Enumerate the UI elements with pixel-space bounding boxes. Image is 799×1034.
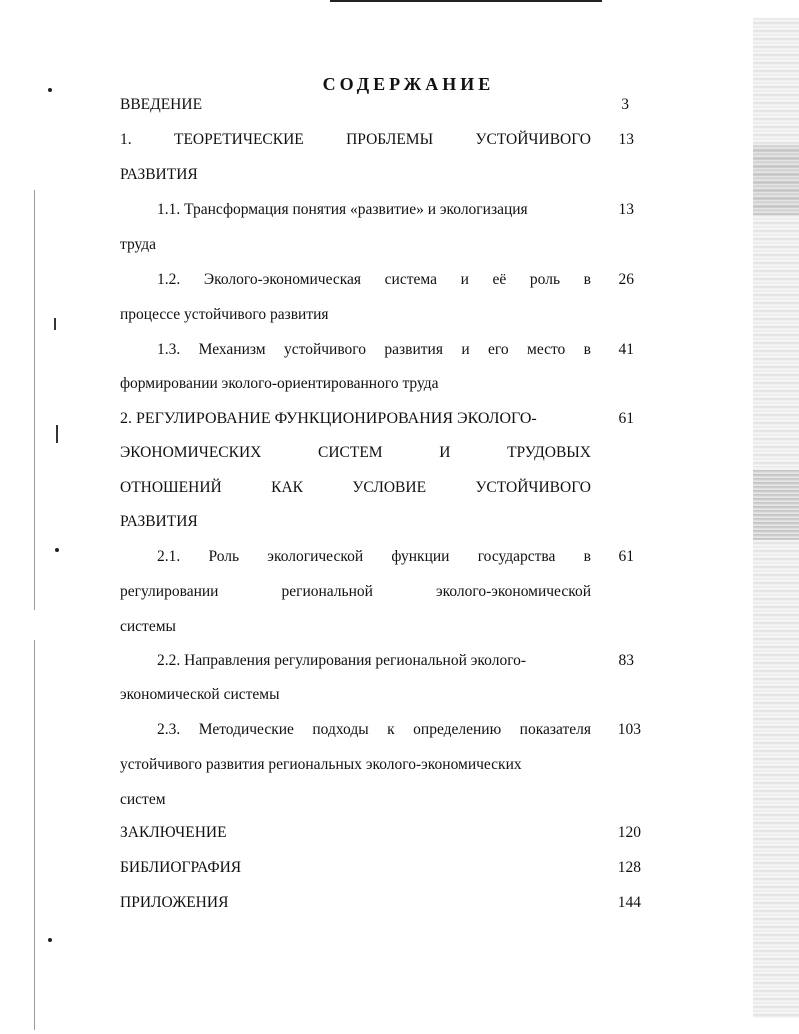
toc-entry-text: ЗАКЛЮЧЕНИЕ bbox=[120, 824, 227, 841]
toc-page-number: 120 bbox=[617, 824, 641, 841]
toc-page-number: 83 bbox=[618, 652, 634, 669]
scan-speck bbox=[54, 318, 56, 330]
toc-entry-text: 2.2. Направления регулирования региональной эколого- bbox=[157, 652, 527, 669]
top-rule bbox=[330, 0, 602, 2]
scan-speck bbox=[56, 425, 58, 443]
toc-entry-text: ПРИЛОЖЕНИЯ bbox=[120, 894, 229, 911]
scan-edge-dark bbox=[753, 145, 799, 215]
toc-page-number: 144 bbox=[617, 894, 641, 911]
toc-page-number: 61 bbox=[618, 548, 634, 565]
toc-entry-text: системы bbox=[120, 618, 176, 635]
toc-entry-text: систем bbox=[120, 791, 166, 808]
toc-page-number: 13 bbox=[618, 201, 634, 218]
toc-entry-text: 1.3. Механизм устойчивого развития и его место в bbox=[157, 341, 591, 358]
toc-entry-text: ОТНОШЕНИЙ КАК УСЛОВИЕ УСТОЙЧИВОГО bbox=[120, 479, 591, 496]
toc-entry-text: труда bbox=[120, 236, 157, 253]
toc-entry-text: 2. РЕГУЛИРОВАНИЕ ФУНКЦИОНИРОВАНИЯ ЭКОЛОГО- bbox=[120, 410, 537, 427]
toc-entry-text: 1. ТЕОРЕТИЧЕСКИЕ ПРОБЛЕМЫ УСТОЙЧИВОГО bbox=[120, 131, 591, 148]
scan-speck bbox=[48, 938, 52, 942]
toc-entry-text: 2.1. Роль экологической функции государства в bbox=[157, 548, 591, 565]
toc-entry-text: регулировании региональной эколого-экономической bbox=[120, 583, 591, 600]
toc-entry-text: 2.3. Методические подходы к определению показателя bbox=[157, 721, 591, 738]
toc-page-number: 26 bbox=[618, 271, 634, 288]
toc-entry-text: процессе устойчивого развития bbox=[120, 306, 329, 323]
scan-speck bbox=[55, 548, 59, 552]
toc-page-number: 3 bbox=[621, 96, 629, 113]
left-margin-rule bbox=[34, 640, 35, 1030]
toc-entry-text: 1.2. Эколого-экономическая система и её роль в bbox=[157, 271, 591, 288]
toc-entry-text: РАЗВИТИЯ bbox=[120, 513, 198, 530]
toc-page-number: 41 bbox=[618, 341, 634, 358]
toc-entry-text: РАЗВИТИЯ bbox=[120, 166, 198, 183]
toc-entry-text: экономической системы bbox=[120, 686, 280, 703]
toc-entry-text: устойчивого развития региональных эколого-экономических bbox=[120, 756, 522, 773]
toc-entry-text: ВВЕДЕНИЕ bbox=[120, 96, 203, 113]
scan-edge-dark bbox=[753, 470, 799, 540]
toc-page-number: 61 bbox=[618, 410, 634, 427]
toc-page-number: 13 bbox=[618, 131, 634, 148]
left-margin-rule bbox=[34, 190, 35, 610]
toc-entry-text: ЭКОНОМИЧЕСКИХ СИСТЕМ И ТРУДОВЫХ bbox=[120, 444, 591, 461]
toc-entry-text: формировании эколого-ориентированного труда bbox=[120, 375, 439, 392]
toc-entry-text: БИБЛИОГРАФИЯ bbox=[120, 859, 242, 876]
toc-page-number: 103 bbox=[617, 721, 641, 738]
toc-title: СОДЕРЖАНИЕ bbox=[322, 74, 495, 94]
toc-page-number: 128 bbox=[617, 859, 641, 876]
toc-entry-text: 1.1. Трансформация понятия «развитие» и экологизация bbox=[157, 201, 528, 218]
